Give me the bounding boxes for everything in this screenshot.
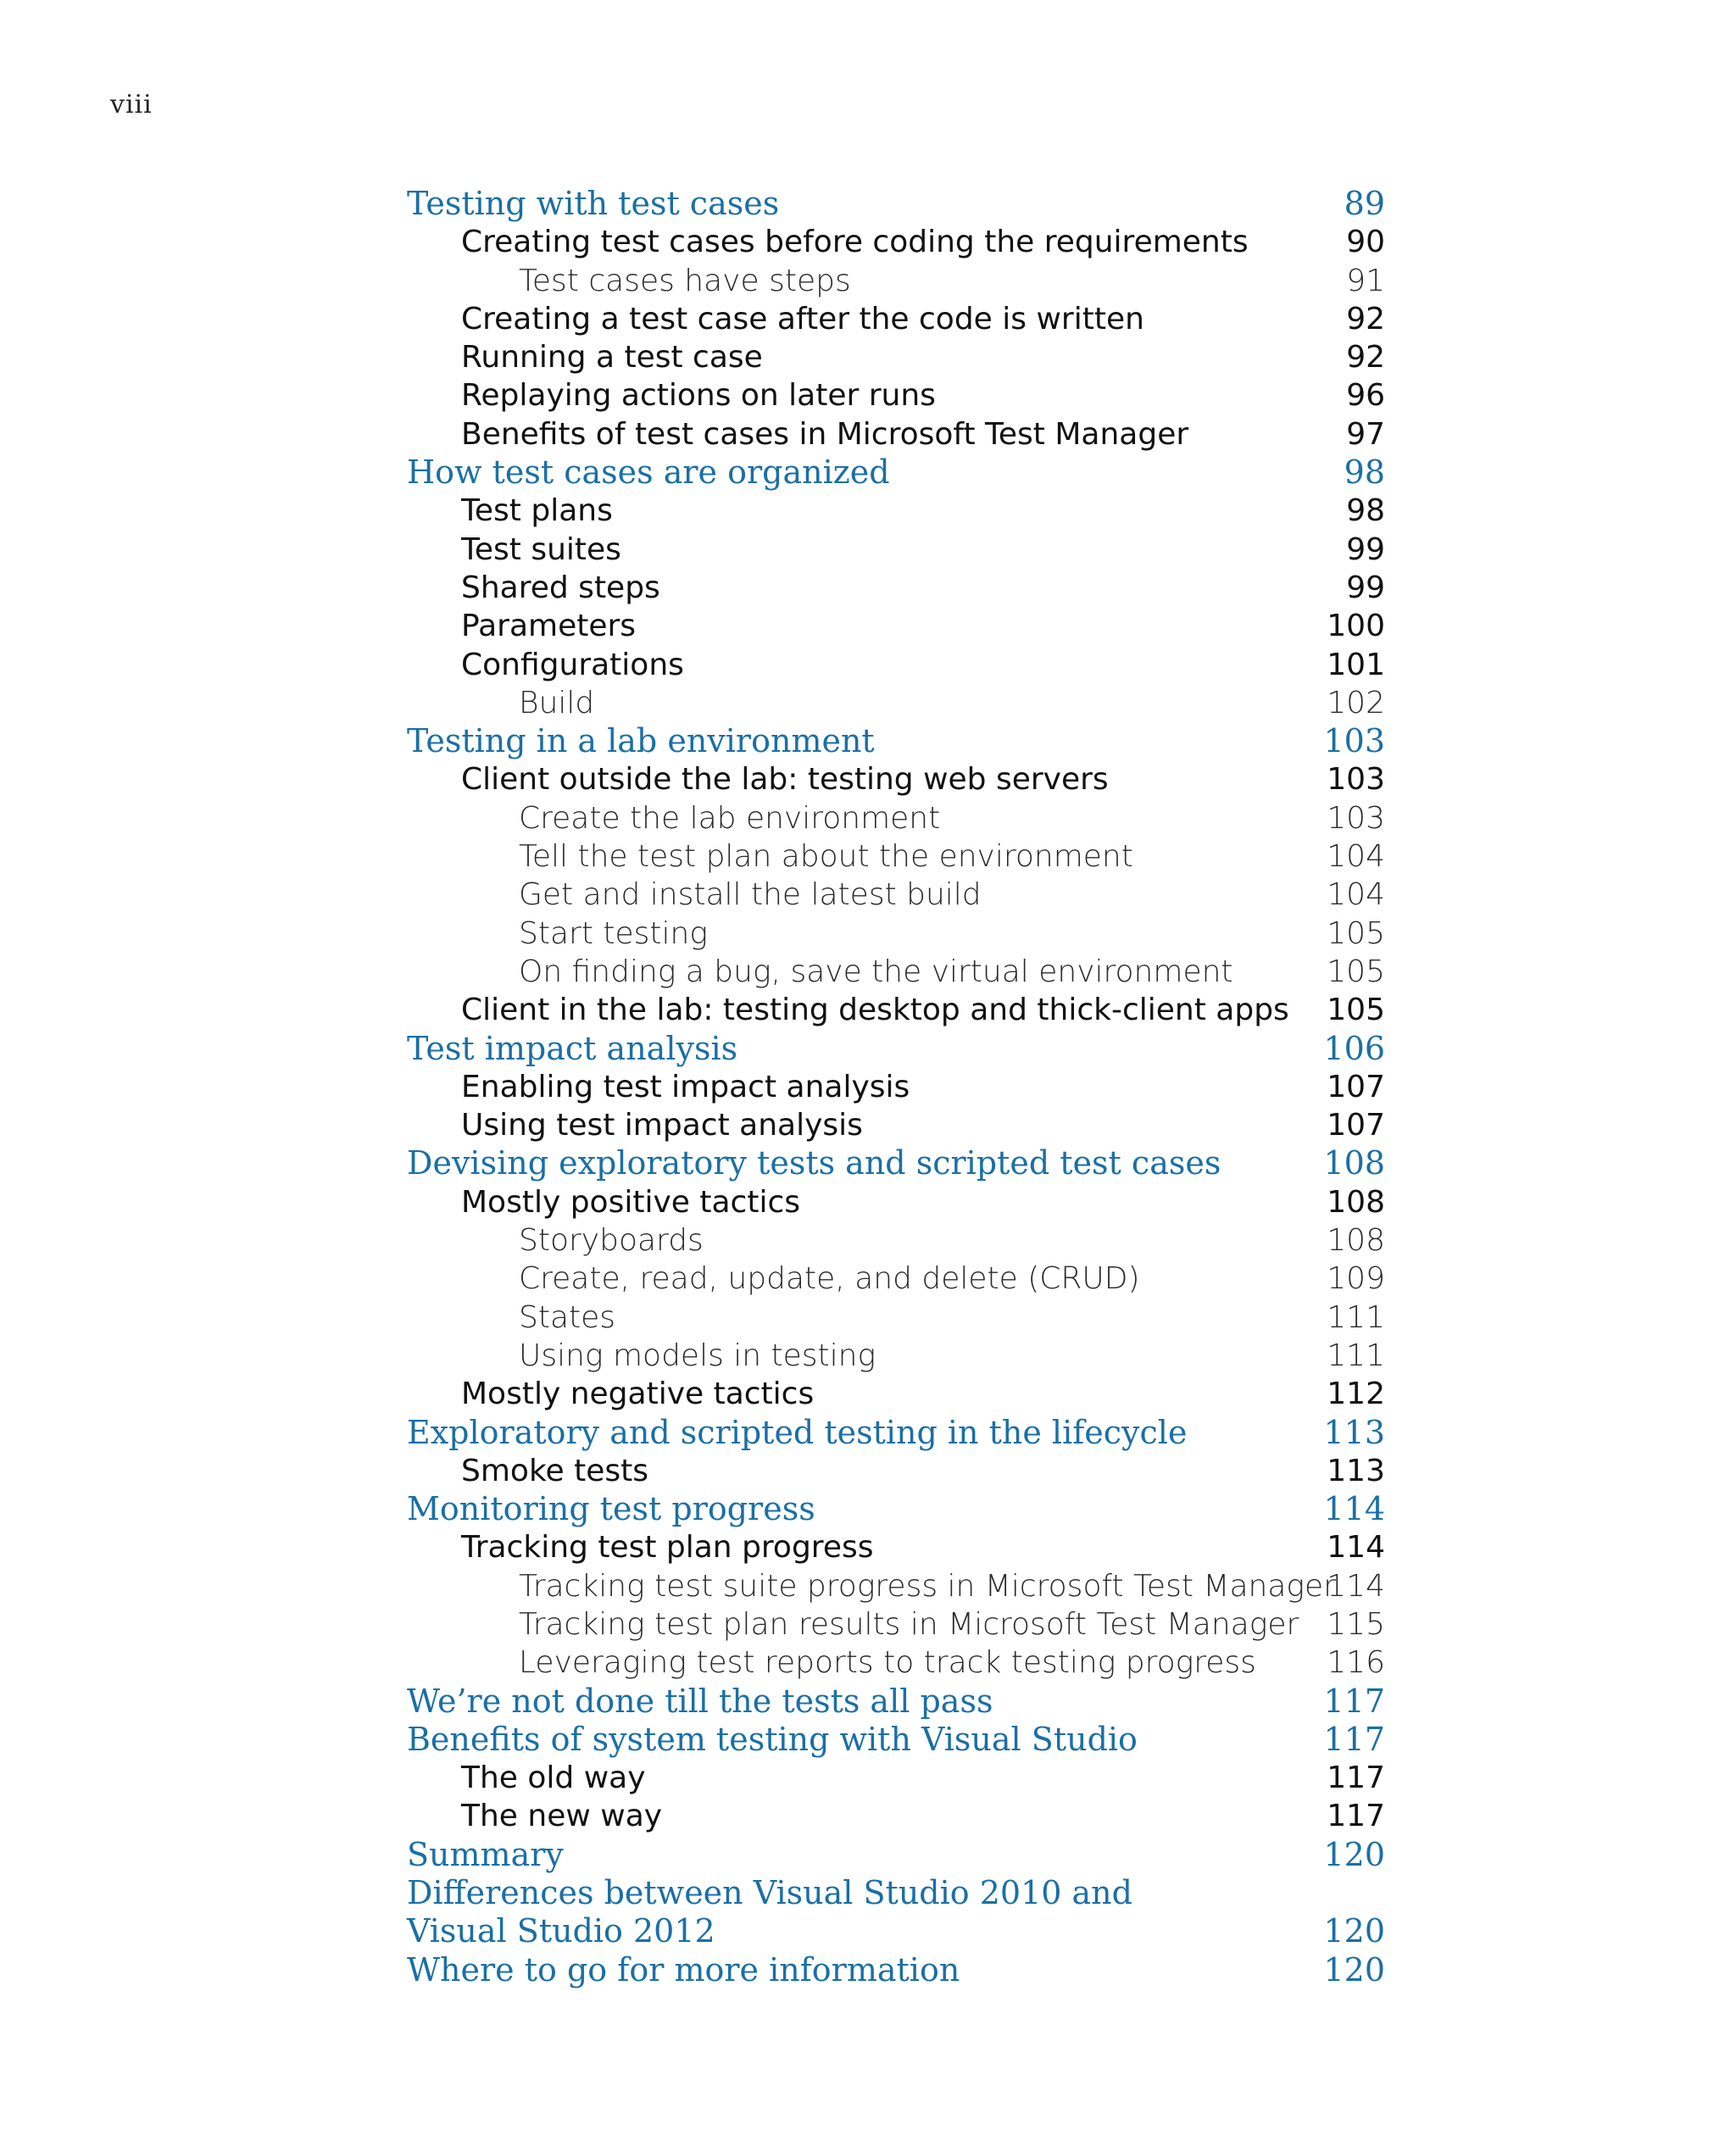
toc-entry[interactable] [407, 953, 1385, 991]
toc-entry-title: Get and install the latest build [519, 877, 982, 913]
toc-entry[interactable] [407, 185, 1385, 223]
toc-entry-title: Exploratory and scripted testing in the lifecycle [407, 1413, 1188, 1451]
toc-entry-title: Parameters [461, 609, 637, 644]
toc-entry[interactable] [407, 1912, 1385, 1950]
toc-entry-page-number: 114 [1327, 1568, 1385, 1604]
toc-entry-title: Creating test cases before coding the requirements [461, 225, 1249, 260]
table-of-contents [407, 185, 1385, 1989]
toc-entry-title: Mostly negative tactics [461, 1377, 815, 1412]
toc-entry[interactable] [407, 569, 1385, 607]
toc-entry[interactable] [407, 1836, 1385, 1874]
toc-entry-page-number: 101 [1327, 647, 1385, 682]
toc-entry-title: Using test impact analysis [461, 1108, 863, 1143]
toc-entry[interactable] [407, 415, 1385, 453]
toc-entry-page-number: 97 [1346, 416, 1385, 452]
toc-entry[interactable] [407, 1797, 1385, 1835]
toc-entry[interactable] [407, 607, 1385, 645]
toc-entry-title: How test cases are organized [407, 453, 890, 492]
toc-entry-title: Testing in a lab environment [407, 722, 875, 760]
toc-entry[interactable] [407, 1605, 1385, 1644]
toc-entry[interactable] [407, 991, 1385, 1029]
toc-entry-page-number: 104 [1327, 877, 1385, 913]
toc-entry-page-number: 96 [1346, 378, 1385, 414]
toc-entry-page-number: 98 [1346, 493, 1385, 529]
toc-entry-page-number: 108 [1327, 1184, 1385, 1220]
toc-entry-page-number: 98 [1344, 453, 1385, 492]
toc-entry[interactable] [407, 646, 1385, 684]
toc-entry-title: Visual Studio 2012 [407, 1912, 715, 1950]
toc-entry[interactable] [407, 492, 1385, 530]
toc-entry[interactable] [407, 223, 1385, 261]
toc-entry-title: Mostly positive tactics [461, 1184, 800, 1220]
toc-entry-title: Testing with test cases [407, 185, 780, 222]
toc-entry[interactable] [407, 1721, 1385, 1759]
toc-entry-page-number: 116 [1327, 1645, 1385, 1681]
toc-entry-title: Benefits of system testing with Visual Studio [407, 1720, 1138, 1758]
toc-entry-title: Test cases have steps [519, 263, 851, 298]
toc-entry-page-number: 108 [1327, 1223, 1385, 1259]
toc-entry-title: Running a test case [461, 340, 763, 375]
toc-entry-title: The new way [461, 1799, 663, 1834]
toc-entry[interactable] [407, 1567, 1385, 1605]
toc-entry-title: Create, read, update, and delete (CRUD) [519, 1261, 1140, 1297]
toc-entry-title: Where to go for more information [407, 1950, 960, 1989]
toc-entry[interactable] [407, 1874, 1385, 1912]
toc-entry-page-number: 117 [1323, 1682, 1385, 1720]
toc-entry-title: Creating a test case after the code is written [461, 301, 1144, 337]
toc-entry-page-number: 100 [1327, 609, 1385, 644]
toc-entry-title: Devising exploratory tests and scripted test cases [407, 1144, 1221, 1182]
toc-entry-title: Tracking test plan progress [461, 1530, 874, 1566]
toc-entry-page-number: 111 [1327, 1299, 1385, 1335]
toc-entry[interactable] [407, 1144, 1385, 1182]
toc-entry-page-number: 111 [1327, 1338, 1385, 1373]
toc-entry-page-number: 120 [1323, 1835, 1385, 1873]
toc-entry-page-number: 113 [1327, 1453, 1385, 1488]
toc-entry-page-number: 120 [1323, 1912, 1385, 1950]
toc-entry-title: States [519, 1299, 616, 1335]
toc-entry[interactable] [407, 1683, 1385, 1721]
toc-entry-title: Configurations [461, 647, 684, 682]
toc-entry-title: Client in the lab: testing desktop and thick-client apps [461, 993, 1289, 1028]
toc-entry-title: Build [519, 685, 595, 720]
toc-entry-title: Test plans [461, 493, 613, 529]
toc-entry-page-number: 117 [1327, 1761, 1385, 1796]
toc-entry[interactable] [407, 300, 1385, 338]
toc-entry-page-number: 105 [1327, 915, 1385, 951]
toc-entry-title: Replaying actions on later runs [461, 378, 936, 414]
toc-entry[interactable] [407, 1452, 1385, 1490]
toc-entry-page-number: 113 [1323, 1413, 1385, 1451]
toc-entry[interactable] [407, 1299, 1385, 1337]
toc-entry[interactable] [407, 1951, 1385, 1989]
toc-entry[interactable] [407, 1528, 1385, 1566]
toc-entry[interactable] [407, 453, 1385, 492]
toc-entry[interactable] [407, 262, 1385, 300]
toc-entry-title: Smoke tests [461, 1453, 648, 1488]
toc-entry[interactable] [407, 876, 1385, 914]
toc-entry-title: On finding a bug, save the virtual environment [519, 954, 1233, 989]
toc-entry-page-number: 102 [1327, 685, 1385, 720]
toc-entry-page-number: 107 [1327, 1069, 1385, 1104]
toc-entry[interactable] [407, 1337, 1385, 1375]
toc-entry-page-number: 99 [1346, 531, 1385, 567]
toc-entry-title: Client outside the lab: testing web servers [461, 762, 1109, 798]
toc-entry-title: Using models in testing [519, 1338, 876, 1373]
toc-entry[interactable] [407, 1030, 1385, 1068]
toc-entry-page-number: 90 [1346, 225, 1385, 260]
toc-entry-page-number: 103 [1327, 800, 1385, 836]
toc-entry[interactable] [407, 722, 1385, 760]
toc-entry-title: Test suites [461, 531, 621, 567]
toc-entry-page-number: 120 [1323, 1950, 1385, 1989]
toc-entry-page-number: 114 [1323, 1490, 1385, 1528]
toc-entry-page-number: 117 [1323, 1720, 1385, 1758]
toc-entry-title: Summary [407, 1835, 564, 1873]
toc-entry-page-number: 109 [1327, 1261, 1385, 1297]
toc-entry-page-number: 99 [1346, 570, 1385, 605]
toc-entry-title: Leveraging test reports to track testing progress [519, 1645, 1256, 1681]
toc-entry-title: Shared steps [461, 570, 660, 605]
toc-entry-page-number: 115 [1327, 1606, 1385, 1642]
toc-entry-title: We’re not done till the tests all pass [407, 1682, 993, 1720]
toc-entry-page-number: 117 [1327, 1799, 1385, 1834]
toc-entry-title: Storyboards [519, 1223, 704, 1259]
toc-entry-page-number: 92 [1346, 340, 1385, 375]
toc-entry-page-number: 103 [1327, 762, 1385, 798]
toc-entry-title: Start testing [519, 915, 708, 951]
toc-entry-page-number: 91 [1346, 263, 1385, 298]
toc-entry[interactable] [407, 1183, 1385, 1221]
toc-entry-page-number: 108 [1323, 1144, 1385, 1182]
toc-entry-page-number: 89 [1344, 185, 1385, 222]
toc-entry[interactable] [407, 837, 1385, 876]
toc-entry-page-number: 114 [1327, 1530, 1385, 1566]
toc-entry-title: Create the lab environment [519, 800, 941, 836]
toc-entry-title: Test impact analysis [407, 1029, 738, 1067]
toc-entry[interactable] [407, 376, 1385, 414]
toc-entry[interactable] [407, 1068, 1385, 1106]
toc-entry-page-number: 104 [1327, 839, 1385, 875]
toc-entry[interactable] [407, 684, 1385, 722]
toc-entry[interactable] [407, 915, 1385, 953]
toc-entry[interactable] [407, 1221, 1385, 1260]
toc-entry-title: Differences between Visual Studio 2010 and [407, 1874, 1132, 1912]
toc-entry[interactable] [407, 799, 1385, 837]
toc-entry[interactable] [407, 760, 1385, 798]
toc-entry[interactable] [407, 1759, 1385, 1797]
toc-entry[interactable] [407, 1414, 1385, 1452]
toc-entry-page-number: 106 [1323, 1029, 1385, 1067]
toc-entry-page-number: 112 [1327, 1377, 1385, 1412]
toc-entry-page-number: 105 [1327, 993, 1385, 1028]
toc-entry[interactable] [407, 1260, 1385, 1298]
toc-entry-title: Enabling test impact analysis [461, 1069, 910, 1104]
toc-entry-page-number: 107 [1327, 1108, 1385, 1143]
toc-entry-title: Monitoring test progress [407, 1490, 815, 1528]
toc-entry[interactable] [407, 1490, 1385, 1528]
toc-entry-title: The old way [461, 1761, 646, 1796]
page-number: viii [110, 90, 153, 120]
toc-entry-title: Tracking test plan results in Microsoft Test Manager [519, 1606, 1299, 1642]
toc-entry-title: Tell the test plan about the environment [519, 839, 1133, 875]
toc-entry-title: Tracking test suite progress in Microsoft Test Manager [519, 1568, 1336, 1604]
toc-entry[interactable] [407, 531, 1385, 569]
toc-entry-title: Benefits of test cases in Microsoft Test Manager [461, 416, 1189, 452]
toc-entry[interactable] [407, 1375, 1385, 1413]
toc-entry[interactable] [407, 1106, 1385, 1144]
toc-entry-page-number: 92 [1346, 301, 1385, 337]
toc-entry[interactable] [407, 1644, 1385, 1682]
toc-entry-page-number: 105 [1327, 954, 1385, 989]
toc-entry-page-number: 103 [1323, 722, 1385, 760]
toc-entry[interactable] [407, 338, 1385, 376]
